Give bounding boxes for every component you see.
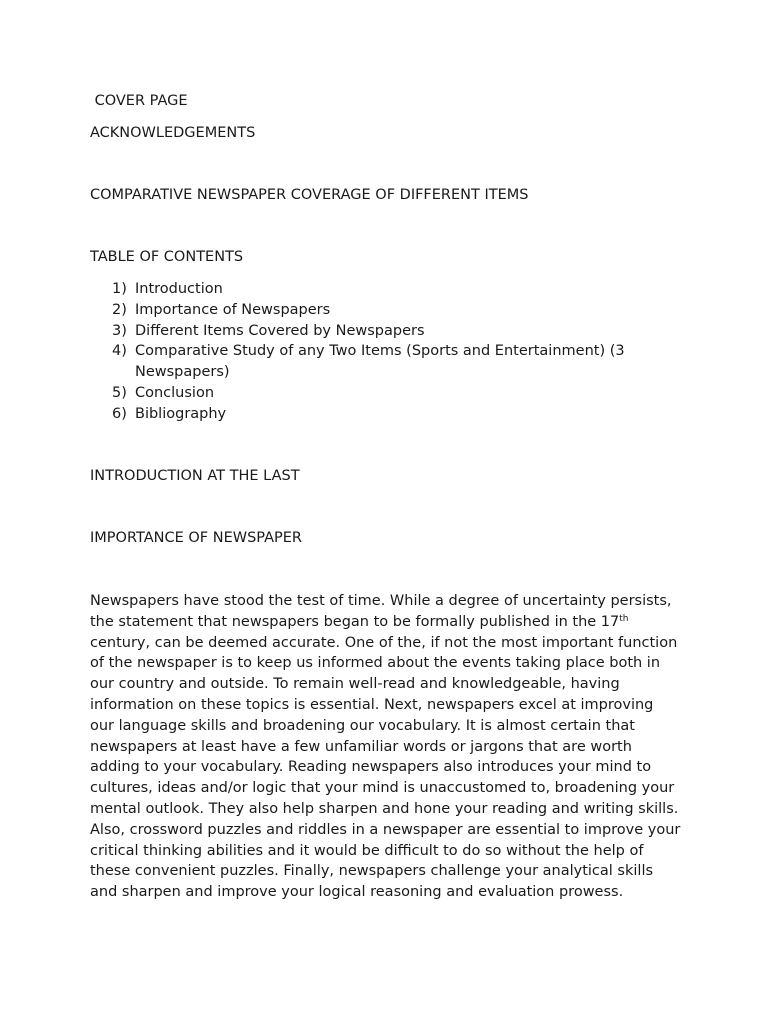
toc-heading: TABLE OF CONTENTS — [90, 249, 244, 265]
toc-item-text: Importance of Newspapers — [135, 301, 331, 318]
toc-item-number: 1) — [112, 281, 127, 297]
toc-item — [112, 341, 672, 383]
toc-item-number: 6) — [112, 405, 127, 422]
table-of-contents — [112, 279, 672, 425]
toc-item-number: 4) — [112, 343, 127, 360]
toc-item-number: 2) — [112, 301, 127, 318]
toc-item — [112, 279, 672, 300]
toc-item — [112, 383, 672, 404]
toc-item-number: 5) — [112, 384, 127, 401]
cover-page-heading: COVER PAGE — [90, 93, 188, 109]
toc-item-number: 3) — [112, 322, 127, 339]
toc-item-text: Comparative Study of any Two Items (Sports and Entertainment) (3 Newspapers) — [135, 343, 625, 381]
toc-item-text: Conclusion — [135, 384, 215, 401]
importance-heading: IMPORTANCE OF NEWSPAPER — [90, 530, 302, 546]
toc-item-text: Introduction — [135, 281, 223, 297]
paragraph-text-part2: century, can be deemed accurate. One of the, if not the most important function of the newspaper is to keep us informed about the events taking place both in our country and outside. To remain well-read and knowledgeable, having information on these topics is essential. Next, newspapers excel at improving our language skills and broadening our vocabulary. It is almost certain that newspapers at least have a few unfamiliar words or jargons that are worth adding to your vocabulary. Reading newspapers also introduces your mind to cultures, ideas and/or logic that your mind is unaccustomed to, broadening your mental outlook. They also help sharpen and hone your reading and writing skills. Also, crossword puzzles and riddles in a newspaper are essential to improve your critical thinking abilities and it would be difficult to do so without the help of these convenient puzzles. Finally, newspapers challenge your analytical skills and sharpen and improve your logical reasoning and evaluation prowess. — [90, 634, 681, 901]
document-title: COMPARATIVE NEWSPAPER COVERAGE OF DIFFERENT ITEMS — [90, 187, 529, 203]
toc-item-text: Different Items Covered by Newspapers — [135, 322, 425, 339]
acknowledgements-heading: ACKNOWLEDGEMENTS — [90, 125, 256, 141]
importance-paragraph — [90, 591, 682, 903]
introduction-heading: INTRODUCTION AT THE LAST — [90, 468, 300, 484]
toc-item — [112, 321, 672, 342]
paragraph-text-part1: Newspapers have stood the test of time. While a degree of uncertainty persists, the statement that newspapers began to be formally published in the 17 — [90, 593, 672, 630]
toc-item — [112, 404, 672, 425]
toc-item-text: Bibliography — [135, 405, 227, 422]
toc-item — [112, 300, 672, 321]
ordinal-superscript: th — [619, 613, 629, 624]
